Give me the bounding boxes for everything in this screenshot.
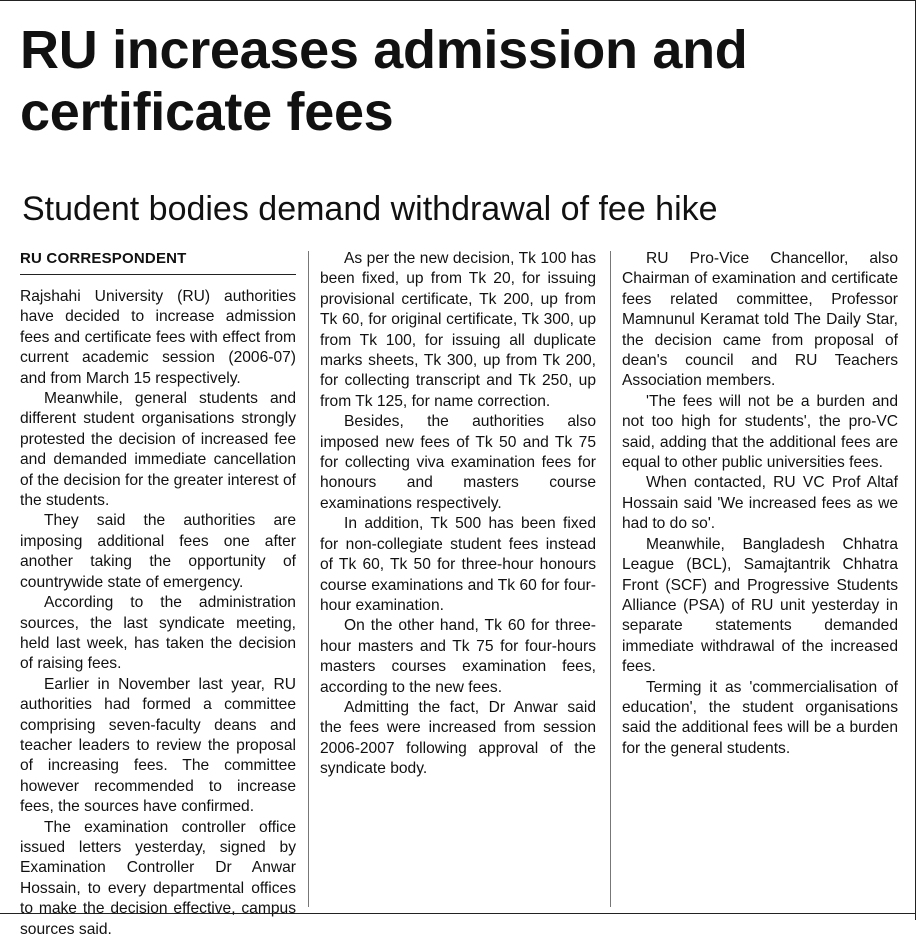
- article-paragraph: On the other hand, Tk 60 for three-hour masters and Tk 75 for four-hours masters courses examination fees, according to the new fees.: [320, 617, 596, 696]
- article-paragraph: Meanwhile, general students and different student organisations strongly protested the decision of increased fee and demanded immediate cancellation of the decision for the greater interest of the students.: [20, 390, 296, 510]
- column-divider: [610, 251, 611, 907]
- article-paragraph: As per the new decision, Tk 100 has been fixed, up from Tk 20, for issuing provisional certificate, Tk 200, up from Tk 60, for original certificate, Tk 300, up from Tk 100, for issuing all duplicate marks sheets, Tk 300, up from Tk 200, for collecting transcript and Tk 250, up from Tk 125, for name correction.: [320, 250, 596, 410]
- article-paragraph: They said the authorities are imposing additional fees one after another taking the opportunity of countrywide state of emergency.: [20, 512, 296, 591]
- article-paragraph: Meanwhile, Bangladesh Chhatra League (BCL), Samajtantrik Chhatra Front (SCF) and Progressive Students Alliance (PSA) of RU unit yesterday in separate statements demanded immediate withdrawal of the increased fees.: [622, 535, 898, 676]
- article-paragraph: In addition, Tk 500 has been fixed for non-collegiate student fees instead of Tk 60, Tk 50 for three-hour honours course examinations and Tk 60 for four-hour examination.: [320, 515, 596, 614]
- article-paragraph: Terming it as 'commercialisation of education', the student organisations said the additional fees will be a burden for the general students.: [622, 678, 898, 757]
- article-paragraph: The examination controller office issued letters yesterday, signed by Examination Controller Dr Anwar Hossain, to every departmental offices to make the decision effective, campus sources said.: [20, 818, 296, 938]
- bottom-rule: [0, 913, 916, 914]
- column-divider: [308, 251, 309, 907]
- article-column-1: [20, 249, 296, 940]
- article-paragraph: Rajshahi University (RU) authorities have decided to increase admission fees and certificate fees with effect from current academic session (2006-07) and from March 15 respectively.: [20, 288, 296, 387]
- article-column-3: [622, 249, 898, 759]
- article-paragraph: RU Pro-Vice Chancellor, also Chairman of examination and certificate fees related committee, Professor Mamnunul Keramat told The Daily Star, the decision came from proposal of dean's council and RU Teachers Association members.: [622, 250, 898, 390]
- article-paragraph: Admitting the fact, Dr Anwar said the fees were increased from session 2006-2007 following approval of the syndicate body.: [320, 698, 596, 778]
- subheadline: Student bodies demand withdrawal of fee hike: [22, 190, 718, 228]
- article-paragraph: When contacted, RU VC Prof Altaf Hossain said 'We increased fees as we had to do so'.: [622, 474, 898, 533]
- article-paragraph: Besides, the authorities also imposed new fees of Tk 50 and Tk 75 for collecting viva examination fees for honours and masters course examinations respectively.: [320, 413, 596, 512]
- headline: RU increases admission and certificate fees: [20, 20, 748, 142]
- byline: RU CORRESPONDENT: [20, 249, 296, 275]
- article-column-2: [320, 249, 596, 780]
- article-paragraph: 'The fees will not be a burden and not too high for students', the pro-VC said, adding that the additional fees are equal to other public universities fees.: [622, 392, 898, 472]
- article-paragraph: Earlier in November last year, RU authorities had formed a committee comprising seven-faculty deans and teacher leaders to review the proposal of increasing fees. The committee however recommended to increase fees, the sources have confirmed.: [20, 675, 296, 816]
- article-paragraph: According to the administration sources, the last syndicate meeting, held last week, has taken the decision of raising fees.: [20, 594, 296, 673]
